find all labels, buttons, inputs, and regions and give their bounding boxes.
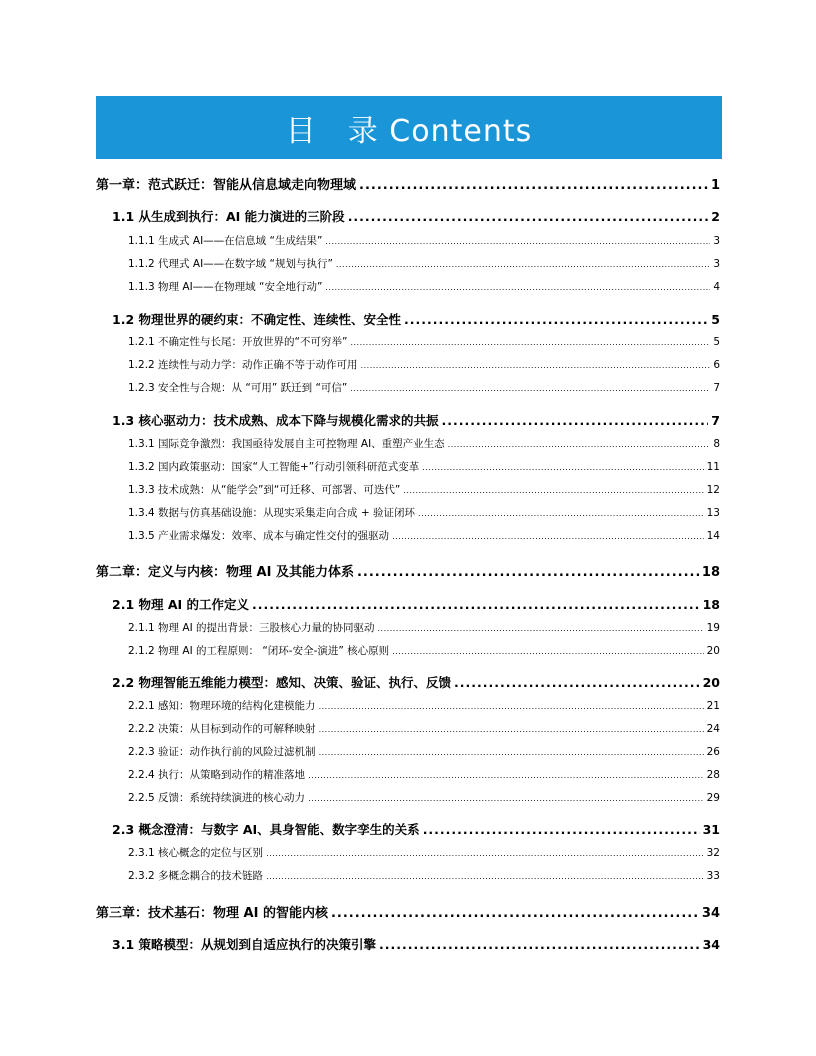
dot-leader xyxy=(266,849,704,858)
dot-leader xyxy=(448,440,711,449)
dot-leader xyxy=(357,565,699,580)
toc-entry-title: 2.1.2 物理 AI 的工程原则： “闭环-安全-演进” 核心原则 xyxy=(128,645,390,657)
toc-entry-title: 2.1.1 物理 AI 的提出背景：三股核心力量的协同驱动 xyxy=(128,622,375,634)
toc-entry-title: 2.2.1 感知：物理环境的结构化建模能力 xyxy=(128,700,316,712)
toc-entry-page: 8 xyxy=(713,438,720,450)
dot-leader xyxy=(379,937,700,952)
toc-entry-subsection-2-2-3[interactable] xyxy=(128,744,720,759)
toc-entry-subsection-2-3-2[interactable] xyxy=(128,868,720,883)
toc-entry-page: 19 xyxy=(706,622,720,634)
dot-leader xyxy=(404,312,708,327)
dot-leader xyxy=(423,822,700,837)
toc-entry-subsection-1-1-1[interactable] xyxy=(128,233,720,248)
dot-leader xyxy=(418,509,704,518)
toc-entry-title: 1.1.2 代理式 AI——在数字域 “规划与执行” xyxy=(128,258,333,270)
dot-leader xyxy=(325,283,710,292)
dot-leader xyxy=(350,384,710,393)
toc-entry-title: 1.2.1 不确定性与长尾：开放世界的“不可穷举” xyxy=(128,336,348,348)
dot-leader xyxy=(266,872,704,881)
toc-entry-subsection-2-3-1[interactable] xyxy=(128,845,720,860)
toc-entry-page: 32 xyxy=(706,847,720,859)
toc-entry-subsection-1-2-1[interactable] xyxy=(128,334,720,349)
toc-entry-title: 1.3.2 国内政策驱动：国家“人工智能+”行动引领科研范式变革 xyxy=(128,461,420,473)
dot-leader xyxy=(319,702,704,711)
toc-entry-title: 1.1.3 物理 AI——在物理域 “安全地行动” xyxy=(128,281,323,293)
toc-entry-title: 1.3 核心驱动力：技术成熟、成本下降与规模化需求的共振 xyxy=(112,413,439,428)
toc-entry-title: 1.3.5 产业需求爆发：效率、成本与确定性交付的强驱动 xyxy=(128,530,390,542)
toc-entry-title: 1.2.3 安全性与合规：从 “可用” 跃迁到 “可信” xyxy=(128,382,348,394)
toc-entry-chapter-3[interactable] xyxy=(96,902,720,921)
toc-entry-page: 28 xyxy=(706,769,720,781)
toc-entry-subsection-1-3-4[interactable] xyxy=(128,505,720,520)
toc-entry-subsection-1-2-3[interactable] xyxy=(128,380,720,395)
dot-leader xyxy=(392,532,704,541)
toc-entry-title: 2.2.3 验证：动作执行前的风险过滤机制 xyxy=(128,746,316,758)
toc-entry-subsection-2-2-1[interactable] xyxy=(128,698,720,713)
toc-entry-title: 1.3.3 技术成熟：从“能学会”到“可迁移、可部署、可迭代” xyxy=(128,484,401,496)
toc-banner xyxy=(96,96,722,159)
toc-entry-page: 1 xyxy=(710,178,720,193)
toc-title: 目 录 Contents xyxy=(285,113,533,149)
toc-entry-section-1-3[interactable] xyxy=(112,411,720,429)
toc-entry-page: 7 xyxy=(713,382,720,394)
dot-leader xyxy=(422,463,703,472)
toc-entry-page: 24 xyxy=(706,723,720,735)
toc-entry-title: 2.3.1 核心概念的定位与区别 xyxy=(128,847,264,859)
toc-entry-page: 12 xyxy=(706,484,720,496)
toc-entry-page: 29 xyxy=(706,792,720,804)
toc-entry-page: 33 xyxy=(706,870,720,882)
toc-entry-page: 21 xyxy=(706,700,720,712)
toc-entry-subsection-2-1-2[interactable] xyxy=(128,643,720,658)
toc-entry-page: 3 xyxy=(713,235,720,247)
toc-entry-page: 18 xyxy=(701,565,720,580)
toc-entry-page: 7 xyxy=(711,413,720,428)
dot-leader xyxy=(319,725,704,734)
toc-entry-page: 20 xyxy=(702,675,720,690)
toc-entry-chapter-2[interactable] xyxy=(96,561,720,580)
toc-entry-title: 1.1.1 生成式 AI——在信息域 “生成结果” xyxy=(128,235,323,247)
toc-entry-section-2-1[interactable] xyxy=(112,595,720,613)
dot-leader xyxy=(331,906,699,921)
toc-entry-subsection-1-3-5[interactable] xyxy=(128,528,720,543)
toc-entry-page: 5 xyxy=(711,312,720,327)
toc-entry-subsection-1-1-2[interactable] xyxy=(128,256,720,271)
toc-entry-page: 20 xyxy=(706,645,720,657)
dot-leader xyxy=(350,338,710,347)
toc-entry-subsection-1-2-2[interactable] xyxy=(128,357,720,372)
toc-entry-subsection-2-2-4[interactable] xyxy=(128,767,720,782)
toc-entry-title: 2.2.2 决策：从目标到动作的可解释映射 xyxy=(128,723,316,735)
toc-entry-title: 2.3 概念澄清：与数字 AI、具身智能、数字孪生的关系 xyxy=(112,822,420,837)
toc-entry-title: 2.1 物理 AI 的工作定义 xyxy=(112,597,250,612)
toc-entry-page: 3 xyxy=(713,258,720,270)
dot-leader xyxy=(442,413,709,428)
dot-leader xyxy=(308,794,704,803)
toc-entry-page: 11 xyxy=(706,461,720,473)
dot-leader xyxy=(252,597,700,612)
toc-entry-title: 3.1 策略模型：从规划到自适应执行的决策引擎 xyxy=(112,937,376,952)
dot-leader xyxy=(336,260,710,269)
dot-leader xyxy=(359,178,708,193)
toc-entry-title: 2.3.2 多概念耦合的技术链路 xyxy=(128,870,264,882)
toc-entry-title: 1.1 从生成到执行：AI 能力演进的三阶段 xyxy=(112,209,345,224)
toc-entry-chapter-1[interactable] xyxy=(96,174,720,193)
toc-entry-page: 26 xyxy=(706,746,720,758)
toc-entry-page: 31 xyxy=(702,822,720,837)
dot-leader xyxy=(403,486,703,495)
toc-entry-title: 第三章：技术基石：物理 AI 的智能内核 xyxy=(96,906,328,921)
toc-entry-page: 18 xyxy=(702,597,720,612)
toc-entry-subsection-2-2-2[interactable] xyxy=(128,721,720,736)
toc-entry-title: 1.2 物理世界的硬约束：不确定性、连续性、安全性 xyxy=(112,312,401,327)
dot-leader xyxy=(325,237,710,246)
toc-entry-title: 第一章：范式跃迁：智能从信息域走向物理域 xyxy=(96,178,357,193)
toc-entry-section-1-1[interactable] xyxy=(112,207,720,225)
toc-entry-title: 1.3.4 数据与仿真基础设施：从现实采集走向合成 + 验证闭环 xyxy=(128,507,416,519)
dot-leader xyxy=(319,748,704,757)
toc-entry-title: 1.2.2 连续性与动力学：动作正确不等于动作可用 xyxy=(128,359,358,371)
toc-entry-page: 34 xyxy=(702,937,720,952)
toc-entry-page: 2 xyxy=(711,209,720,224)
toc-entry-subsection-1-3-3[interactable] xyxy=(128,482,720,497)
dot-leader xyxy=(348,209,709,224)
toc-entry-title: 2.2 物理智能五维能力模型：感知、决策、验证、执行、反馈 xyxy=(112,675,451,690)
toc-entry-page: 5 xyxy=(713,336,720,348)
toc-entry-page: 34 xyxy=(701,906,720,921)
dot-leader xyxy=(361,361,711,370)
toc-entry-page: 13 xyxy=(706,507,720,519)
toc-entry-subsection-1-3-1[interactable] xyxy=(128,436,720,451)
toc-entry-section-2-2[interactable] xyxy=(112,673,720,691)
toc-entry-title: 1.3.1 国际竞争激烈：我国亟待发展自主可控物理 AI、重塑产业生态 xyxy=(128,438,445,450)
toc-entry-section-1-2[interactable] xyxy=(112,310,720,328)
toc-entry-subsection-2-2-5[interactable] xyxy=(128,790,720,805)
toc-entry-subsection-1-3-2[interactable] xyxy=(128,459,720,474)
toc-entry-page: 14 xyxy=(706,530,720,542)
dot-leader xyxy=(454,675,700,690)
toc-entry-page: 6 xyxy=(713,359,720,371)
toc-entry-title: 2.2.4 执行：从策略到动作的精准落地 xyxy=(128,769,306,781)
toc-entry-subsection-2-1-1[interactable] xyxy=(128,620,720,635)
toc-entry-page: 4 xyxy=(713,281,720,293)
toc-entry-section-2-3[interactable] xyxy=(112,820,720,838)
toc-entry-subsection-1-1-3[interactable] xyxy=(128,279,720,294)
toc-entry-title: 第二章：定义与内核：物理 AI 及其能力体系 xyxy=(96,565,354,580)
dot-leader xyxy=(378,624,704,633)
toc-entry-section-3-1[interactable] xyxy=(112,935,720,953)
dot-leader xyxy=(308,771,704,780)
toc-entry-title: 2.2.5 反馈：系统持续演进的核心动力 xyxy=(128,792,306,804)
dot-leader xyxy=(392,647,703,656)
